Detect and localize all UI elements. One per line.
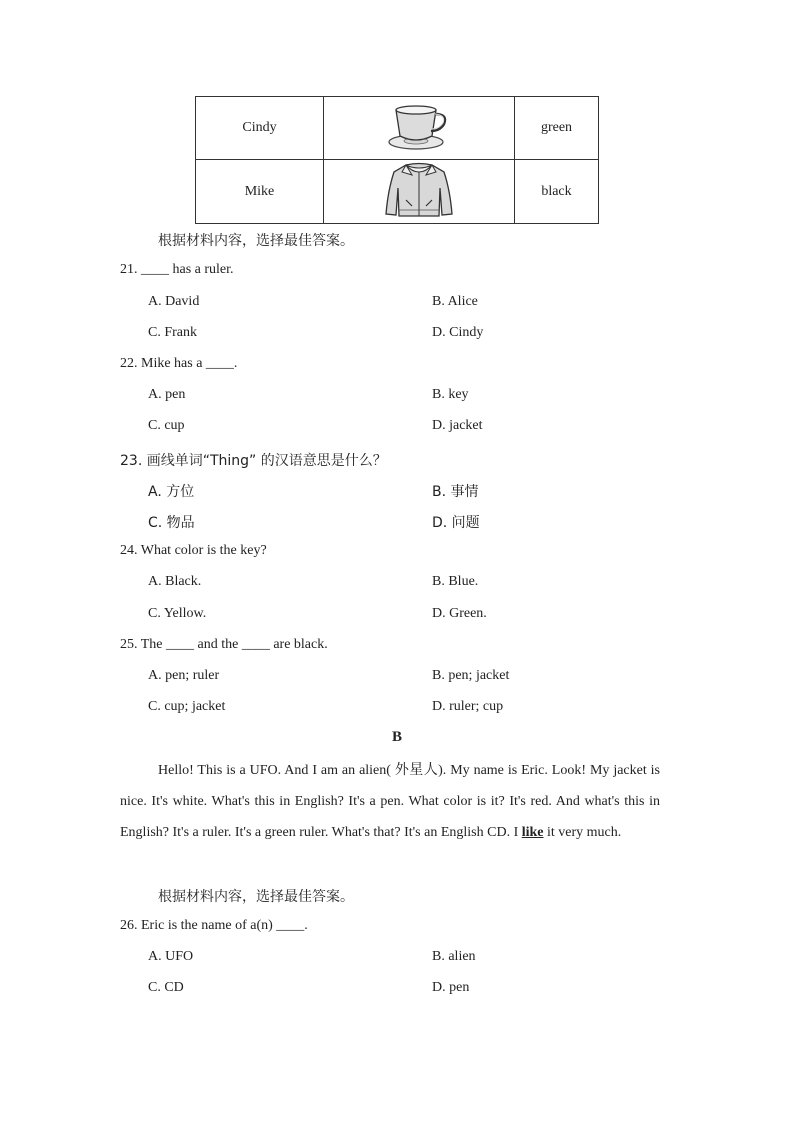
option-b: B. Alice (432, 294, 478, 309)
option-c: C. 物品 (148, 515, 195, 531)
option-c: C. Frank (148, 325, 197, 340)
option-a: A. 方位 (148, 484, 195, 500)
option-b: B. key (432, 387, 469, 402)
option-c: C. CD (148, 980, 184, 995)
option-b: B. pen; jacket (432, 668, 510, 683)
section-b-instruction: 根据材料内容，选择最佳答案。 (158, 889, 354, 905)
items-table (195, 96, 599, 224)
table-cell-name: Mike (196, 160, 324, 224)
question-stem: 25. The ____ and the ____ are black. (120, 637, 328, 652)
option-d: D. Green. (432, 606, 487, 621)
option-d: D. jacket (432, 418, 483, 433)
option-a: A. UFO (148, 949, 194, 964)
table-cell-name: Cindy (196, 97, 324, 160)
table-cell-picture (324, 160, 515, 224)
option-b: B. Blue. (432, 574, 479, 589)
option-a: A. Black. (148, 574, 202, 589)
table-cell-color: black (515, 160, 599, 224)
option-d: D. Cindy (432, 325, 484, 340)
option-c: C. cup (148, 418, 185, 433)
table-cell-picture (324, 97, 515, 160)
cup-and-saucer-icon (384, 100, 454, 152)
table-cell-color: green (515, 97, 599, 160)
option-d: D. 问题 (432, 515, 480, 531)
question-stem: 24. What color is the key? (120, 543, 267, 558)
option-c: C. cup; jacket (148, 699, 226, 714)
section-b-passage (120, 755, 660, 848)
section-a-instruction: 根据材料内容，选择最佳答案。 (158, 233, 354, 249)
option-b: B. alien (432, 949, 476, 964)
option-a: A. David (148, 294, 200, 309)
question-stem: 26. Eric is the name of a(n) ____. (120, 918, 308, 933)
table-row (196, 160, 599, 224)
question-stem: 21. ____ has a ruler. (120, 262, 234, 277)
option-b: B. 事情 (432, 484, 479, 500)
option-a: A. pen (148, 387, 186, 402)
option-c: C. Yellow. (148, 606, 207, 621)
question-stem: 22. Mike has a ____. (120, 356, 238, 371)
section-b-heading: B (391, 729, 402, 745)
question-stem: 23. 画线单词“Thing” 的汉语意思是什么？ (120, 453, 387, 469)
passage-text-end: it very much. (543, 825, 622, 840)
passage-underlined-word: like (521, 825, 544, 840)
passage-text: Hello! This is a UFO. And I am an alien( 外星人). My name is Eric. Look! My jacket is nice. It's white. What's this in English? It's a pen. What color is it? It's red. And what's this in English? It's a ruler. It's a green ruler. What's that? It's an English CD. I (120, 763, 660, 840)
option-d: D. ruler; cup (432, 699, 504, 714)
option-a: A. pen; ruler (148, 668, 220, 683)
table-row (196, 97, 599, 160)
option-d: D. pen (432, 980, 470, 995)
jacket-icon (382, 160, 456, 218)
